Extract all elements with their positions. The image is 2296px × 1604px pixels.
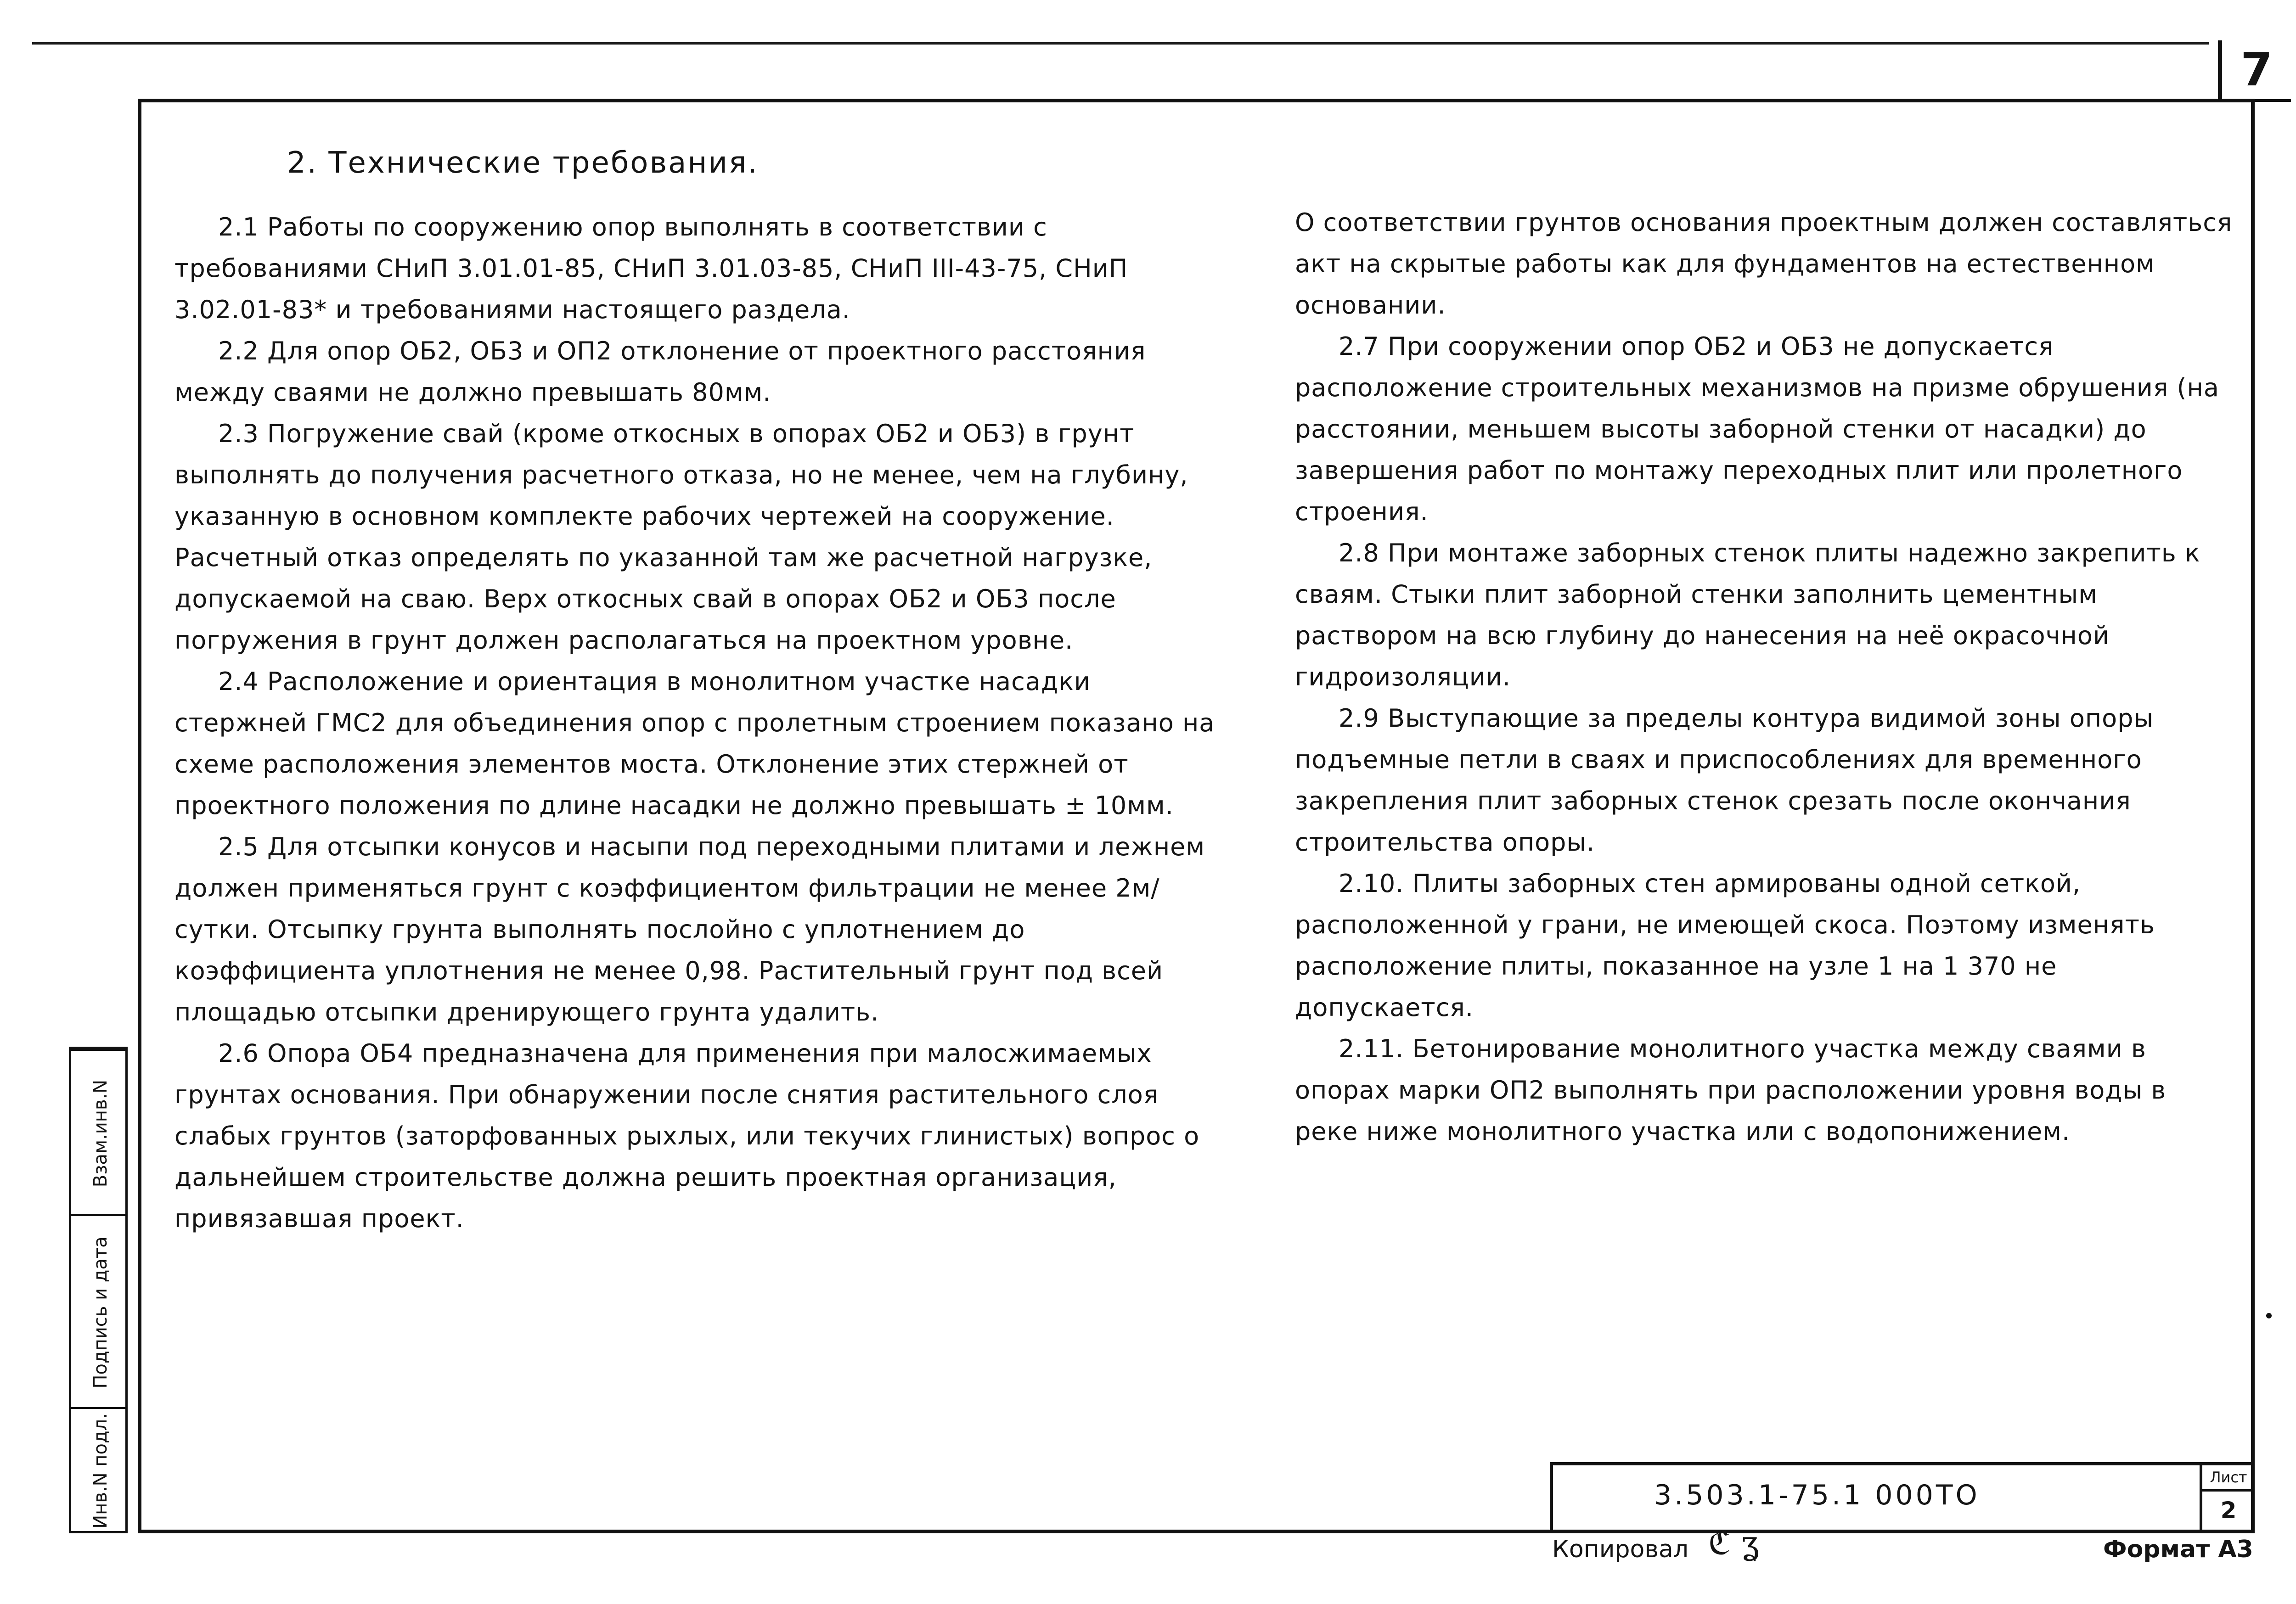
- paper-format-label: Формат А3: [2103, 1536, 2253, 1563]
- requirement-2-5: 2.5 Для отсыпки конусов и насыпи под переходными плитами и лежнем должен применяться грунт с коэффициентом фильтрации не менее 2м/сутки. Отсыпку грунта выполнять послойно с уплотнением до коэффициента уплотнения не менее 0,98. Растительный грунт под всей площадью отсыпки дренирующего грунта удалить.: [174, 832, 1205, 1026]
- sheet-number: 2: [2220, 1497, 2237, 1524]
- sheet-cell: [2200, 1465, 2255, 1533]
- requirement-2-4: 2.4 Расположение и ориентация в монолитном участке насадки стержней ГМС2 для объединения опор с пролетным строением показано на схеме расположения элементов моста. Отклонение этих стержней от проектного положения по длине насадки не должно превышать ± 10мм.: [174, 667, 1215, 820]
- binding-inv-no-label: Инв.N подл.: [90, 1413, 111, 1529]
- requirement-2-1: 2.1 Работы по сооружению опор выполнять в соответствии с требованиями СНиП 3.01.01-85, СНиП 3.01.03-85, СНиП III-43-75, СНиП 3.02.01-83* и требованиями настоящего раздела.: [174, 213, 1128, 324]
- requirement-2-3: 2.3 Погружение свай (кроме откосных в опорах ОБ2 и ОБ3) в грунт выполнять до получения расчетного отказа, но не менее, чем на глубину, указанную в основном комплекте рабочих чертежей на сооружение. Расчетный отказ определять по указанной там же расчетной нагрузке, допускаемой на сваю. Верх откосных свай в опорах ОБ2 и ОБ3 после погружения в грунт должен располагаться на проектном уровне.: [174, 419, 1188, 655]
- left-text-column: [174, 207, 1217, 1239]
- margin-dot: [2266, 1313, 2272, 1318]
- requirement-2-6-continued: О соответствии грунтов основания проектным должен составляться акт на скрытые работы как для фундаментов на естественном основании.: [1295, 208, 2233, 320]
- top-rule: [32, 42, 2209, 45]
- page-number: 7: [2218, 40, 2291, 102]
- copier-signature: ℭ ʓ: [1708, 1524, 1759, 1562]
- right-text-column: [1295, 202, 2236, 1152]
- requirement-2-7: 2.7 При сооружении опор ОБ2 и ОБ3 не допускается расположение строительных механизмов на призме обрушения (на расстоянии, меньшем высоты заборной стенки от насадки) до завершения работ по монтажу переходных плит или пролетного строения.: [1295, 332, 2219, 526]
- section-heading: 2. Технические требования.: [287, 146, 759, 180]
- title-block: [1550, 1462, 2255, 1533]
- binding-cell-replace-inv: [71, 1049, 125, 1214]
- requirement-2-8: 2.8 При монтаже заборных стенок плиты надежно закрепить к сваям. Стыки плит заборной стенки заполнить цементным раствором на всю глубину до нанесения на неё окрасочной гидроизоляции.: [1295, 538, 2200, 691]
- binding-cell-sign-date: [71, 1214, 125, 1407]
- sheet-label: Лист: [2202, 1465, 2255, 1492]
- requirement-2-10: 2.10. Плиты заборных стен армированы одной сеткой, расположенной у грани, не имеющей скоса. Поэтому изменять расположение плиты, показанное на узле 1 на 1 370 не допускается.: [1295, 869, 2155, 1022]
- requirement-2-11: 2.11. Бетонирование монолитного участка между сваями в опорах марки ОП2 выполнять при расположении уровня воды в реке ниже монолитного участка или с водопонижением.: [1295, 1034, 2167, 1146]
- binding-cell-inv-no: [71, 1407, 125, 1531]
- binding-sign-date-label: Подпись и дата: [90, 1236, 111, 1389]
- binding-replace-inv-label: Взам.инв.N: [90, 1079, 111, 1188]
- requirement-2-6: 2.6 Опора ОБ4 предназначена для применения при малосжимаемых грунтах основания. При обнаружении после снятия растительного слоя слабых грунтов (заторфованных рыхлых, или текучих глинистых) вопрос о дальнейшем строительстве должна решить проектная организация, привязавшая проект.: [174, 1039, 1200, 1233]
- copied-by-label: Копировал: [1552, 1536, 1689, 1563]
- document-code: 3.503.1-75.1 000ТО: [1654, 1479, 1980, 1511]
- binding-strip: [69, 1047, 128, 1533]
- requirement-2-2: 2.2 Для опор ОБ2, ОБ3 и ОП2 отклонение от проектного расстояния между сваями не должно превышать 80мм.: [174, 337, 1146, 407]
- requirement-2-9: 2.9 Выступающие за пределы контура видимой зоны опоры подъемные петли в сваях и приспособлениях для временного закрепления плит заборных стенок срезать после окончания строительства опоры.: [1295, 704, 2154, 857]
